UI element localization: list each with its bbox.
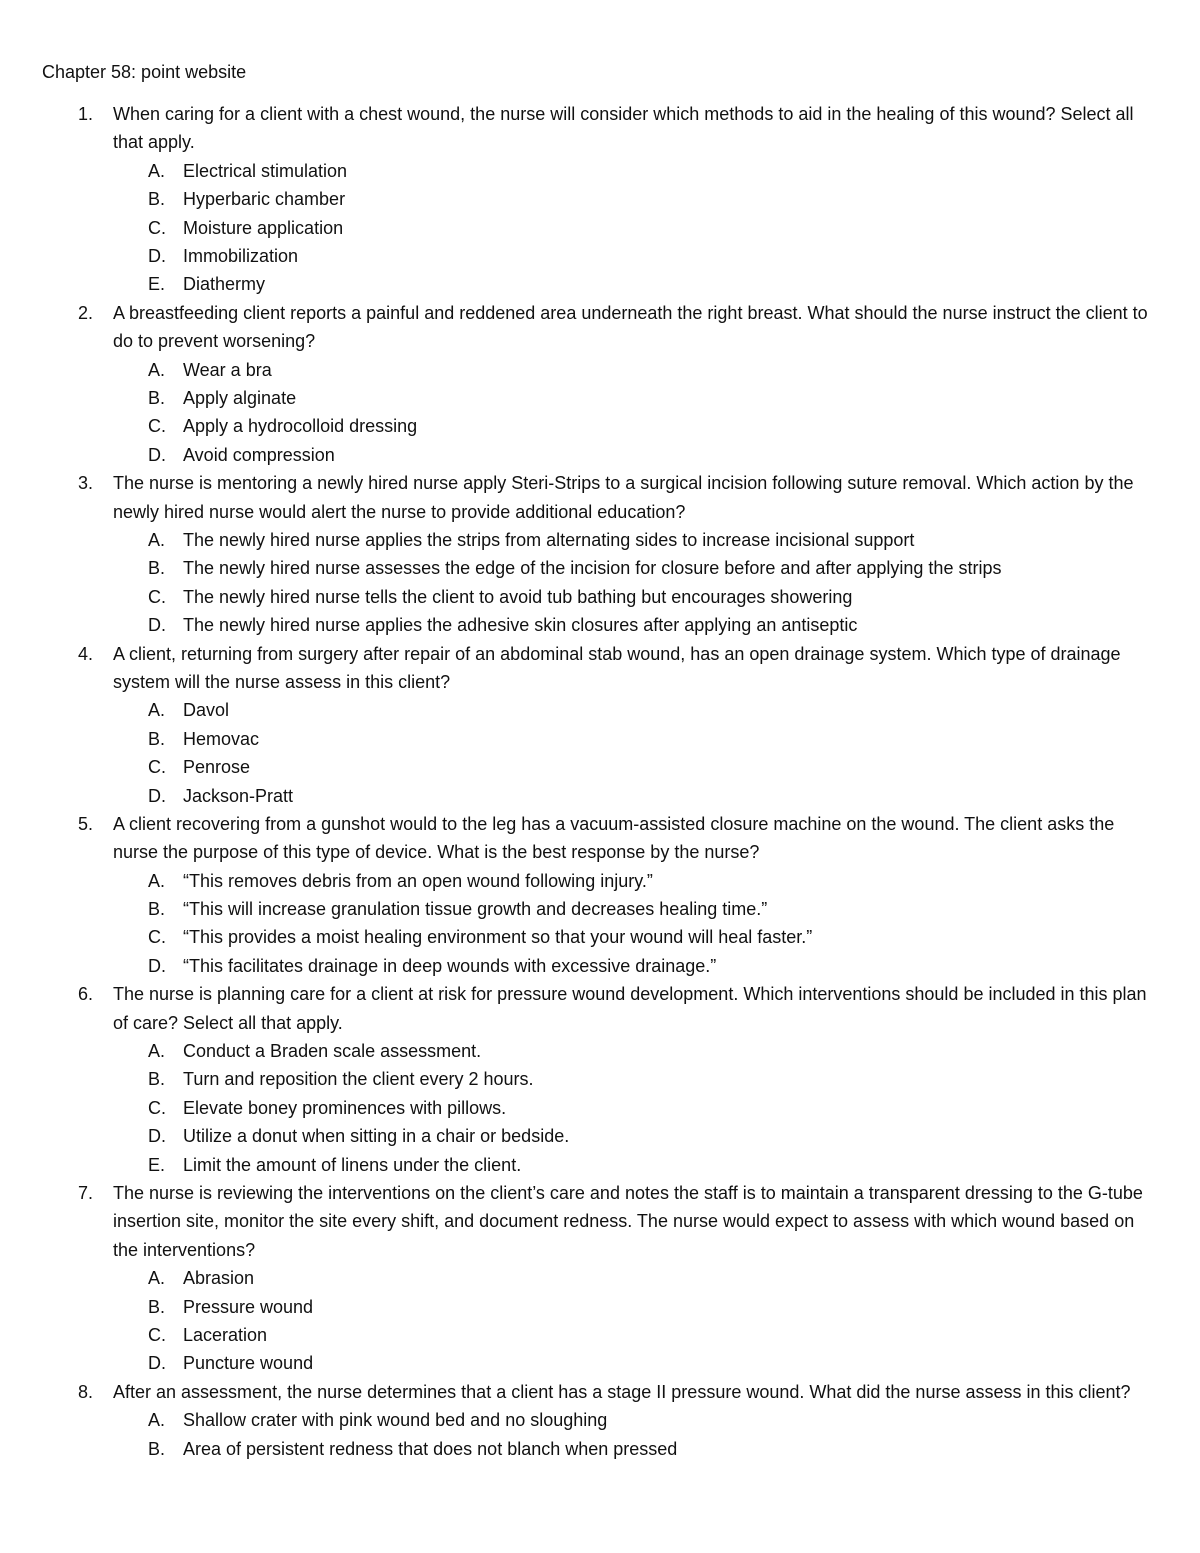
answer-choice <box>0 753 1200 781</box>
question-number: 2. <box>78 302 94 323</box>
question-number: 6. <box>78 984 94 1005</box>
choice-letter: C. <box>148 416 166 437</box>
choice-letter: B. <box>148 387 166 408</box>
question-item <box>0 469 1200 639</box>
answer-choice <box>0 952 1200 980</box>
question-text: The nurse is mentoring a newly hired nurse apply Steri-Strips to a surgical incision following suture removal. Which action by the newly hired nurse would alert the nurse to provide additional education? <box>113 473 1134 522</box>
choice-text: Apply alginate <box>183 387 297 408</box>
question-item <box>0 640 1200 810</box>
choice-list <box>0 157 1200 299</box>
choice-text: The newly hired nurse applies the adhesive skin closures after applying an antiseptic <box>183 615 858 636</box>
choice-letter: A. <box>148 870 166 891</box>
choice-letter: D. <box>148 785 166 806</box>
choice-letter: C. <box>148 927 166 948</box>
answer-choice <box>0 1151 1200 1179</box>
question-item <box>0 299 1200 469</box>
answer-choice <box>0 1406 1200 1434</box>
answer-choice <box>0 583 1200 611</box>
choice-letter: C. <box>148 1325 166 1346</box>
answer-choice <box>0 412 1200 440</box>
choice-list <box>0 1037 1200 1179</box>
answer-choice <box>0 923 1200 951</box>
choice-text: The newly hired nurse tells the client to avoid tub bathing but encourages showering <box>183 586 853 607</box>
document-title: Chapter 58: point website <box>42 62 247 82</box>
choice-letter: B. <box>148 899 166 920</box>
choice-letter: D. <box>148 1126 166 1147</box>
choice-text: Area of persistent redness that does not blanch when pressed <box>183 1438 678 1459</box>
question-number: 7. <box>78 1183 94 1204</box>
choice-letter: D. <box>148 444 166 465</box>
choice-text: Abrasion <box>183 1268 255 1289</box>
choice-text: Puncture wound <box>183 1353 314 1374</box>
choice-text: Penrose <box>183 757 251 778</box>
choice-list <box>0 526 1200 640</box>
answer-choice <box>0 157 1200 185</box>
answer-choice <box>0 441 1200 469</box>
question-number: 8. <box>78 1381 94 1402</box>
answer-choice <box>0 782 1200 810</box>
choice-text: Electrical stimulation <box>183 160 348 181</box>
choice-letter: C. <box>148 586 166 607</box>
answer-choice <box>0 725 1200 753</box>
choice-text: Utilize a donut when sitting in a chair or bedside. <box>183 1126 570 1147</box>
choice-text: Elevate boney prominences with pillows. <box>183 1097 507 1118</box>
question-item <box>0 1179 1200 1378</box>
choice-text: Avoid compression <box>183 444 335 465</box>
answer-choice <box>0 242 1200 270</box>
choice-text: Shallow crater with pink wound bed and no sloughing <box>183 1410 608 1431</box>
answer-choice <box>0 1349 1200 1377</box>
choice-letter: A. <box>148 160 166 181</box>
question-text: A breastfeeding client reports a painful and reddened area underneath the right breast. What should the nurse instruct the client to do to prevent worsening? <box>113 302 1148 352</box>
choice-letter: B. <box>148 1069 166 1090</box>
answer-choice <box>0 1122 1200 1150</box>
question-number: 5. <box>78 813 94 834</box>
question-number: 1. <box>78 104 94 124</box>
choice-text: Limit the amount of linens under the client. <box>183 1154 522 1175</box>
question-item <box>0 100 1200 299</box>
choice-text: Laceration <box>183 1325 268 1346</box>
answer-choice <box>0 1435 1200 1463</box>
question-text: The nurse is planning care for a client at risk for pressure wound development. Which interventions should be included in this plan of care? Select all that apply. <box>113 984 1147 1033</box>
choice-text: Immobilization <box>183 245 299 266</box>
choice-letter: D. <box>148 1353 166 1374</box>
answer-choice <box>0 696 1200 724</box>
question-text: After an assessment, the nurse determines that a client has a stage II pressure wound. What did the nurse assess in this client? <box>113 1381 1131 1402</box>
choice-text: Pressure wound <box>183 1296 314 1317</box>
choice-text: Wear a bra <box>183 359 272 380</box>
question-item <box>0 980 1200 1179</box>
choice-letter: C. <box>148 1097 166 1118</box>
answer-choice <box>0 611 1200 639</box>
choice-text: Apply a hydrocolloid dressing <box>183 416 418 437</box>
choice-letter: D. <box>148 955 166 976</box>
choice-text: The newly hired nurse applies the strips from alternating sides to increase incisional support <box>183 529 915 550</box>
answer-choice <box>0 554 1200 582</box>
choice-list <box>0 867 1200 981</box>
choice-list <box>0 1406 1200 1463</box>
choice-text: “This will increase granulation tissue growth and decreases healing time.” <box>183 899 768 920</box>
choice-letter: C. <box>148 217 166 238</box>
question-item <box>0 810 1200 980</box>
choice-letter: A. <box>148 1410 166 1431</box>
question-number: 3. <box>78 473 94 494</box>
choice-text: Davol <box>183 700 230 721</box>
choice-letter: D. <box>148 245 166 266</box>
answer-choice <box>0 214 1200 242</box>
answer-choice <box>0 356 1200 384</box>
choice-list <box>0 1264 1200 1378</box>
choice-text: Hemovac <box>183 728 260 749</box>
question-text: A client recovering from a gunshot would to the leg has a vacuum-assisted closure machine on the wound. The client asks the nurse the purpose of this type of device. What is the best response by the nurse? <box>113 813 1115 863</box>
answer-choice <box>0 895 1200 923</box>
answer-choice <box>0 867 1200 895</box>
choice-letter: E. <box>148 274 166 295</box>
choice-text: “This facilitates drainage in deep wounds with excessive drainage.” <box>183 955 717 976</box>
answer-choice <box>0 1321 1200 1349</box>
answer-choice <box>0 1293 1200 1321</box>
choice-letter: D. <box>148 615 166 636</box>
answer-choice <box>0 1037 1200 1065</box>
choice-text: Hyperbaric chamber <box>183 189 346 210</box>
question-list <box>0 100 1200 1463</box>
choice-text: Moisture application <box>183 217 344 238</box>
choice-letter: B. <box>148 558 166 579</box>
choice-letter: B. <box>148 1438 166 1459</box>
choice-text: Conduct a Braden scale assessment. <box>183 1041 482 1062</box>
choice-list <box>0 696 1200 810</box>
choice-letter: B. <box>148 728 166 749</box>
question-text: A client, returning from surgery after repair of an abdominal stab wound, has an open drainage system. Which type of drainage system will the nurse assess in this client? <box>113 643 1121 692</box>
choice-text: Turn and reposition the client every 2 hours. <box>183 1069 534 1090</box>
choice-letter: C. <box>148 757 166 778</box>
choice-letter: A. <box>148 359 166 380</box>
answer-choice <box>0 384 1200 412</box>
answer-choice <box>0 270 1200 298</box>
choice-letter: A. <box>148 529 166 550</box>
choice-letter: B. <box>148 1296 166 1317</box>
answer-choice <box>0 1065 1200 1093</box>
question-number: 4. <box>78 643 94 664</box>
choice-text: Jackson-Pratt <box>183 785 294 806</box>
answer-choice <box>0 526 1200 554</box>
choice-letter: B. <box>148 189 166 210</box>
choice-letter: A. <box>148 1041 166 1062</box>
question-text: When caring for a client with a chest wound, the nurse will consider which methods to aid in the healing of this wound? Select all that apply. <box>113 104 1134 153</box>
choice-letter: E. <box>148 1154 166 1175</box>
choice-text: “This removes debris from an open wound following injury.” <box>183 870 653 891</box>
choice-text: Diathermy <box>183 274 266 295</box>
choice-list <box>0 356 1200 470</box>
answer-choice <box>0 185 1200 213</box>
question-item <box>0 1378 1200 1463</box>
choice-text: “This provides a moist healing environment so that your wound will heal faster.” <box>183 927 813 948</box>
answer-choice <box>0 1094 1200 1122</box>
answer-choice <box>0 1264 1200 1292</box>
choice-letter: A. <box>148 700 166 721</box>
question-text: The nurse is reviewing the interventions on the client’s care and notes the staff is to maintain a transparent dressing to the G-tube insertion site, monitor the site every shift, and document redness. The nurse would expect to assess with which wound based on the interventions? <box>113 1183 1143 1260</box>
choice-letter: A. <box>148 1268 166 1289</box>
choice-text: The newly hired nurse assesses the edge of the incision for closure before and after applying the strips <box>183 558 1002 579</box>
